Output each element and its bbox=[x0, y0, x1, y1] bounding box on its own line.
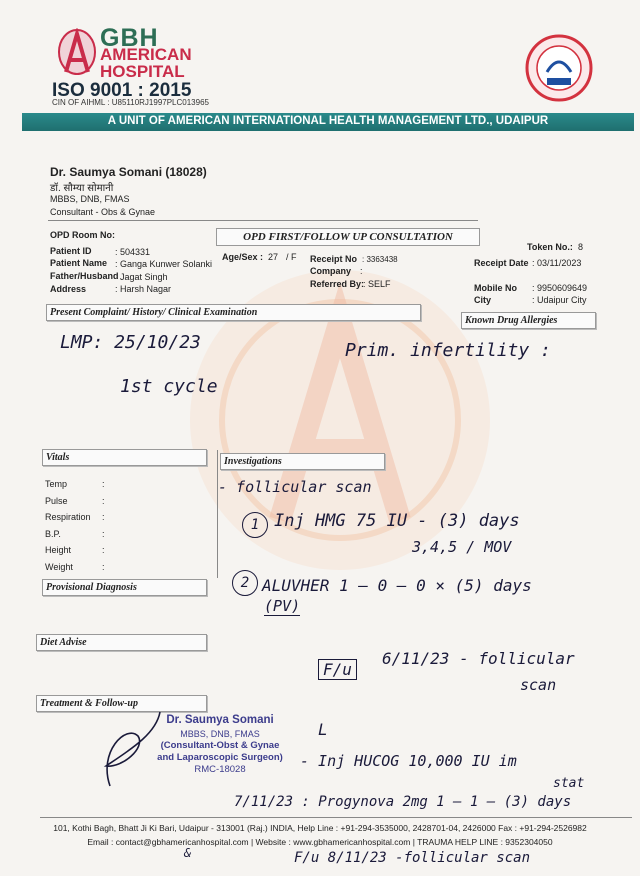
token-value: 8 bbox=[578, 242, 584, 252]
mobile-value: : 9950609649 bbox=[532, 283, 588, 293]
vital-colon: : bbox=[102, 561, 105, 572]
handwritten-scan: scan bbox=[520, 676, 557, 694]
doctor-name: Dr. Saumya Somani (18028) bbox=[50, 165, 207, 179]
age-value: 27 bbox=[268, 252, 279, 262]
city-label: City bbox=[474, 295, 492, 305]
vital-bp: B.P. bbox=[45, 528, 61, 539]
vital-respiration: Respiration bbox=[45, 512, 91, 522]
doctor-qualification: MBBS, DNB, FMAS bbox=[50, 194, 130, 204]
stamp-surgeon: and Laparoscopic Surgeon) bbox=[157, 752, 283, 763]
handwritten-fu-date: 6/11/23 - follicular bbox=[382, 649, 575, 668]
token-label: Token No.: bbox=[527, 242, 573, 252]
city-value: : Udaipur City bbox=[532, 295, 587, 305]
section-diagnosis: Provisional Diagnosis bbox=[42, 579, 207, 596]
vital-colon: : bbox=[102, 545, 105, 555]
sex-value: / F bbox=[286, 252, 297, 262]
banner-text: A UNIT OF AMERICAN INTERNATIONAL HEALTH MANAGEMENT LTD., UDAIPUR bbox=[107, 115, 549, 127]
footer-divider bbox=[40, 817, 632, 818]
handwritten-inj-hmg: Inj HMG 75 IU - (3) days bbox=[274, 511, 520, 531]
brand-american: AMERICAN bbox=[100, 45, 192, 64]
footer-address: 101, Kothi Bagh, Bhatt Ji Ki Bari, Udaipur - 313001 (Raj.) INDIA, Help Line : +91-294-3535000, 2428701-04, 2426000 Fax : +91-294-2526982 bbox=[53, 823, 587, 833]
patient-id-value: : 504331 bbox=[115, 247, 151, 257]
doctor-name-hindi: डॉ. सौम्या सोमानी bbox=[50, 183, 114, 194]
opd-room-label: OPD Room No: bbox=[50, 230, 115, 240]
stamp-designation: (Consultant-Obst & Gynae bbox=[160, 740, 280, 751]
doctor-signature bbox=[96, 708, 166, 788]
address-value: : Harsh Nagar bbox=[115, 284, 172, 294]
handwritten-stat: stat bbox=[553, 776, 585, 791]
patient-name-value: : Ganga Kunwer Solanki bbox=[115, 259, 213, 269]
receipt-no-label: Receipt No bbox=[310, 254, 358, 264]
vitals-colons bbox=[102, 476, 105, 575]
handwritten-diagnosis: Prim. infertility : bbox=[345, 340, 551, 361]
handwritten-mark: L bbox=[318, 720, 328, 739]
handwritten-fu: F/u bbox=[318, 659, 357, 680]
vital-weight: Weight bbox=[45, 561, 73, 572]
handwritten-follicular: - follicular scan bbox=[218, 478, 372, 496]
section-investigations: Investigations bbox=[220, 453, 385, 470]
vital-colon: : bbox=[102, 528, 105, 539]
patient-id-label: Patient ID bbox=[50, 246, 92, 256]
handwritten-circle-1: 1 bbox=[242, 512, 268, 538]
divider bbox=[48, 220, 478, 221]
handwritten-days: 3,4,5 / MOV bbox=[412, 538, 512, 556]
section-diet: Diet Advise bbox=[36, 634, 207, 651]
mobile-label: Mobile No bbox=[474, 283, 517, 293]
handwritten-circle-2: 2 bbox=[232, 570, 258, 596]
handwritten-progynova: 7/11/23 : Progynova 2mg 1 — 1 — (3) days bbox=[234, 794, 572, 810]
referred-label: Referred By: bbox=[310, 279, 365, 289]
section-allergies: Known Drug Allergies bbox=[461, 312, 596, 329]
handwritten-pv: (PV) bbox=[264, 597, 301, 615]
vital-colon: : bbox=[102, 512, 105, 522]
referred-value: : SELF bbox=[363, 279, 391, 289]
handwritten-cycle: 1st cycle bbox=[120, 376, 218, 397]
father-value: Jagat Singh bbox=[120, 272, 168, 282]
section-treatment: Treatment & Follow-up bbox=[36, 695, 207, 712]
father-label: Father/Husband bbox=[50, 271, 119, 281]
receipt-date-label: Receipt Date bbox=[474, 258, 529, 268]
consultation-title: OPD FIRST/FOLLOW UP CONSULTATION bbox=[216, 228, 480, 246]
brand-hospital: HOSPITAL bbox=[100, 62, 185, 81]
stamp-qualification: MBBS, DNB, FMAS bbox=[180, 729, 260, 739]
vitals-list bbox=[45, 476, 91, 575]
handwritten-inj-hucog: - Inj HUCOG 10,000 IU im bbox=[300, 752, 517, 770]
receipt-no-value: : 3363438 bbox=[362, 255, 398, 264]
address-label: Address bbox=[50, 284, 87, 294]
cin-number: CIN OF AIHML : U85110RJ1997PLC013965 bbox=[52, 98, 209, 107]
stamp-rmc: RMC-18028 bbox=[194, 764, 246, 775]
vertical-divider bbox=[217, 450, 218, 578]
stamp-name: Dr. Saumya Somani bbox=[166, 714, 274, 726]
handwritten-lmp: LMP: 25/10/23 bbox=[60, 332, 201, 353]
age-sex-label: Age/Sex : bbox=[222, 252, 264, 262]
handwritten-aluvher: ALUVHER 1 — 0 — 0 × (5) days bbox=[262, 576, 532, 595]
doctor-designation: Consultant - Obs & Gynae bbox=[50, 207, 156, 217]
vital-colon: : bbox=[102, 495, 105, 506]
company-label: Company bbox=[310, 266, 352, 276]
receipt-date-value: : 03/11/2023 bbox=[532, 258, 582, 268]
handwritten-mark2: & bbox=[184, 846, 192, 860]
vital-colon: : bbox=[102, 479, 105, 489]
section-complaint: Present Complaint/ History/ Clinical Examination bbox=[46, 304, 421, 321]
patient-name-label: Patient Name bbox=[50, 258, 108, 268]
section-vitals: Vitals bbox=[42, 449, 207, 466]
hospital-logo bbox=[56, 28, 98, 80]
company-value: : bbox=[360, 266, 363, 276]
handwritten-fu2: F/u 8/11/23 -follicular scan bbox=[294, 850, 531, 866]
vital-height: Height bbox=[45, 545, 72, 555]
footer-contact: Email : contact@gbhamericanhospital.com | Website : www.gbhamericanhospital.com | TRAUMA HELP LINE : 9352304050 bbox=[87, 837, 553, 847]
brand-gbh: GBH bbox=[100, 24, 159, 52]
nabh-seal-icon bbox=[525, 34, 593, 102]
vital-temp: Temp bbox=[45, 479, 68, 489]
vital-pulse: Pulse bbox=[45, 495, 68, 506]
iso-certification: ISO 9001 : 2015 bbox=[52, 80, 192, 101]
